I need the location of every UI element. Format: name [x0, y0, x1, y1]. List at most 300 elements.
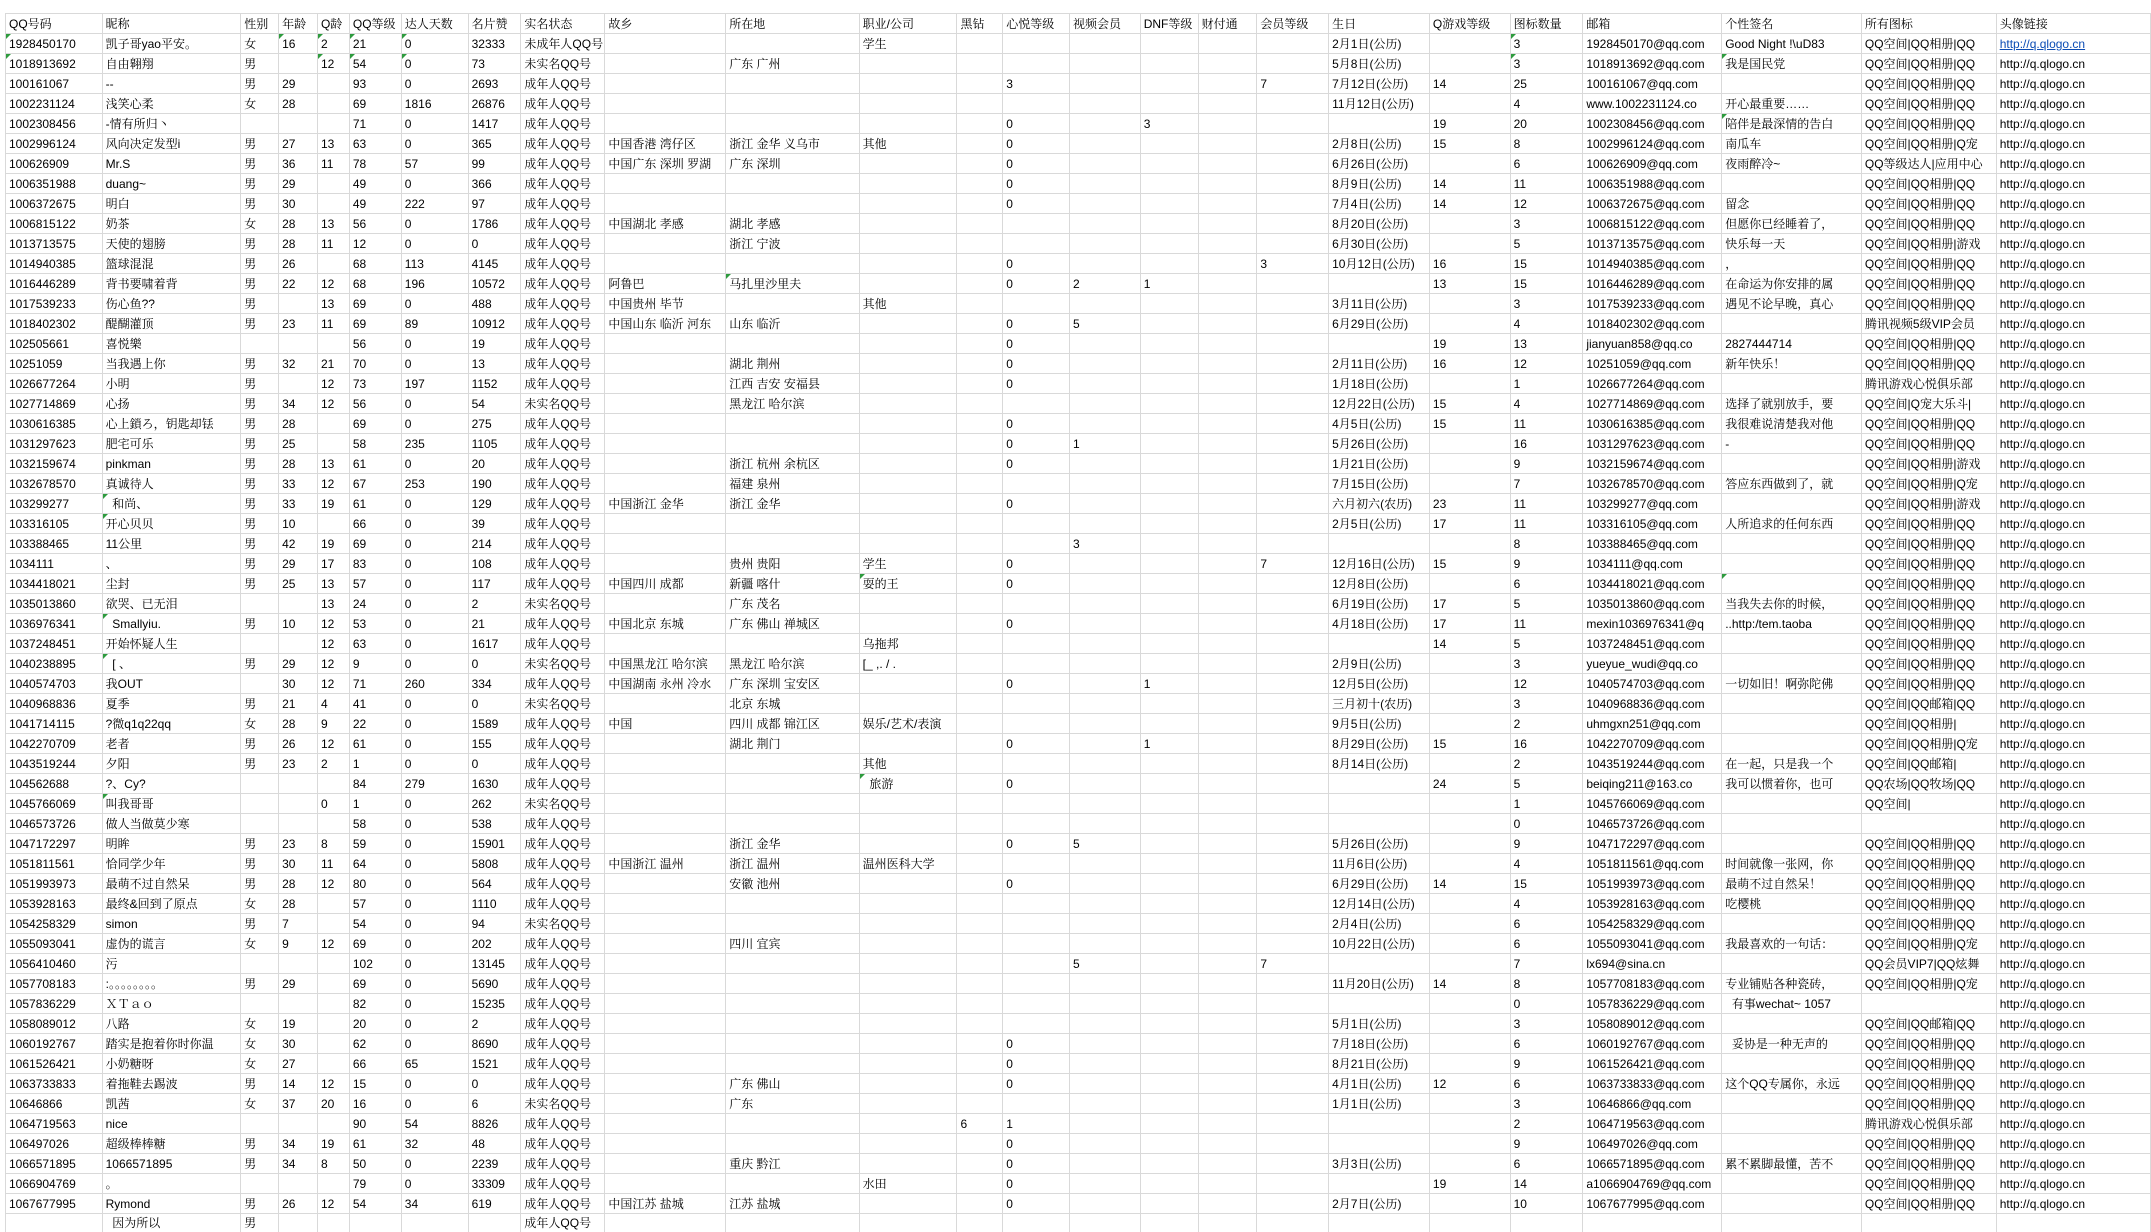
- cell-xinyue_level[interactable]: [1003, 534, 1070, 554]
- cell-qq_number[interactable]: 1040574703: [6, 674, 103, 694]
- cell-email[interactable]: 1006351988@qq.com: [1583, 174, 1722, 194]
- cell-video_vip[interactable]: [1069, 1154, 1140, 1174]
- cell-qq_number[interactable]: 100161067: [6, 74, 103, 94]
- cell-qq_level[interactable]: 58: [349, 814, 401, 834]
- cell-dnf_level[interactable]: [1140, 654, 1198, 674]
- cell-vip_level[interactable]: [1257, 354, 1329, 374]
- cell-gender[interactable]: [241, 814, 279, 834]
- cell-realname_status[interactable]: 成年人QQ号: [521, 334, 605, 354]
- cell-xinyue_level[interactable]: [1003, 594, 1070, 614]
- cell-qq_level[interactable]: 53: [349, 614, 401, 634]
- cell-q_age[interactable]: 11: [317, 234, 349, 254]
- cell-dnf_level[interactable]: [1140, 574, 1198, 594]
- cell-all_icons[interactable]: QQ空间|QQ相册|QQ: [1861, 854, 1996, 874]
- cell-realname_status[interactable]: 未实名QQ号: [521, 654, 605, 674]
- cell-nickname[interactable]: 肥宅可乐: [102, 434, 241, 454]
- cell-realname_status[interactable]: 未实名QQ号: [521, 394, 605, 414]
- cell-location[interactable]: [726, 434, 859, 454]
- cell-icon_count[interactable]: 10: [1510, 1194, 1583, 1214]
- cell-daren_days[interactable]: 0: [401, 814, 468, 834]
- cell-age[interactable]: 29: [279, 974, 318, 994]
- cell-hometown[interactable]: 中国湖北 孝感: [605, 214, 726, 234]
- cell-gender[interactable]: 男: [241, 194, 279, 214]
- cell-vip_level[interactable]: [1257, 974, 1329, 994]
- cell-nickname[interactable]: 尘封: [102, 574, 241, 594]
- cell-icon_count[interactable]: 12: [1510, 194, 1583, 214]
- cell-black_diamond[interactable]: [957, 754, 1003, 774]
- cell-job[interactable]: [859, 274, 957, 294]
- cell-age[interactable]: 25: [279, 574, 318, 594]
- cell-black_diamond[interactable]: [957, 974, 1003, 994]
- cell-gender[interactable]: 男: [241, 414, 279, 434]
- cell-job[interactable]: [859, 994, 957, 1014]
- cell-birthday[interactable]: 2月9日(公历): [1329, 654, 1430, 674]
- cell-card_likes[interactable]: 2239: [468, 1154, 521, 1174]
- cell-card_likes[interactable]: 262: [468, 794, 521, 814]
- cell-xinyue_level[interactable]: 0: [1003, 1054, 1070, 1074]
- cell-caifutong[interactable]: [1198, 1134, 1257, 1154]
- cell-xinyue_level[interactable]: 0: [1003, 114, 1070, 134]
- cell-card_likes[interactable]: 564: [468, 874, 521, 894]
- cell-caifutong[interactable]: [1198, 454, 1257, 474]
- cell-qq_level[interactable]: 83: [349, 554, 401, 574]
- cell-email[interactable]: 1034418021@qq.com: [1583, 574, 1722, 594]
- cell-icon_count[interactable]: 5: [1510, 594, 1583, 614]
- cell-icon_count[interactable]: 15: [1510, 874, 1583, 894]
- cell-location[interactable]: [726, 1214, 859, 1232]
- cell-qq_number[interactable]: 1032159674: [6, 454, 103, 474]
- cell-black_diamond[interactable]: [957, 914, 1003, 934]
- cell-hometown[interactable]: [605, 774, 726, 794]
- cell-dnf_level[interactable]: [1140, 514, 1198, 534]
- cell-birthday[interactable]: [1329, 114, 1430, 134]
- cell-gender[interactable]: [241, 1114, 279, 1134]
- cell-xinyue_level[interactable]: 0: [1003, 174, 1070, 194]
- cell-video_vip[interactable]: [1069, 734, 1140, 754]
- cell-q_game_level[interactable]: [1429, 1114, 1510, 1134]
- cell-email[interactable]: 1032678570@qq.com: [1583, 474, 1722, 494]
- cell-nickname[interactable]: 夕阳: [102, 754, 241, 774]
- cell-job[interactable]: [859, 974, 957, 994]
- cell-birthday[interactable]: 6月30日(公历): [1329, 234, 1430, 254]
- cell-video_vip[interactable]: 1: [1069, 434, 1140, 454]
- cell-caifutong[interactable]: [1198, 1094, 1257, 1114]
- cell-nickname[interactable]: 老者: [102, 734, 241, 754]
- cell-job[interactable]: 学生: [859, 34, 957, 54]
- cell-q_age[interactable]: 12: [317, 674, 349, 694]
- cell-realname_status[interactable]: 成年人QQ号: [521, 934, 605, 954]
- cell-caifutong[interactable]: [1198, 1154, 1257, 1174]
- cell-q_age[interactable]: [317, 894, 349, 914]
- cell-signature[interactable]: [1722, 794, 1862, 814]
- cell-location[interactable]: [726, 34, 859, 54]
- cell-gender[interactable]: 男: [241, 874, 279, 894]
- cell-qq_level[interactable]: 61: [349, 454, 401, 474]
- cell-dnf_level[interactable]: [1140, 874, 1198, 894]
- cell-realname_status[interactable]: 成年人QQ号: [521, 1134, 605, 1154]
- cell-age[interactable]: 27: [279, 1054, 318, 1074]
- cell-signature[interactable]: [1722, 74, 1862, 94]
- cell-q_game_level[interactable]: [1429, 694, 1510, 714]
- cell-signature[interactable]: 夜雨醉冷~: [1722, 154, 1862, 174]
- cell-job[interactable]: [859, 1034, 957, 1054]
- cell-q_game_level[interactable]: [1429, 1094, 1510, 1114]
- cell-birthday[interactable]: [1329, 634, 1430, 654]
- cell-video_vip[interactable]: [1069, 494, 1140, 514]
- cell-realname_status[interactable]: 成年人QQ号: [521, 294, 605, 314]
- cell-card_likes[interactable]: 202: [468, 934, 521, 954]
- cell-icon_count[interactable]: 9: [1510, 834, 1583, 854]
- cell-caifutong[interactable]: [1198, 334, 1257, 354]
- cell-q_game_level[interactable]: [1429, 1054, 1510, 1074]
- cell-xinyue_level[interactable]: [1003, 294, 1070, 314]
- cell-daren_days[interactable]: 0: [401, 494, 468, 514]
- cell-xinyue_level[interactable]: 0: [1003, 354, 1070, 374]
- cell-age[interactable]: [279, 1174, 318, 1194]
- cell-email[interactable]: 1067677995@qq.com: [1583, 1194, 1722, 1214]
- cell-hometown[interactable]: [605, 254, 726, 274]
- cell-dnf_level[interactable]: [1140, 694, 1198, 714]
- cell-xinyue_level[interactable]: 0: [1003, 454, 1070, 474]
- cell-signature[interactable]: [1722, 554, 1862, 574]
- cell-age[interactable]: 37: [279, 1094, 318, 1114]
- cell-signature[interactable]: [1722, 1114, 1862, 1134]
- cell-caifutong[interactable]: [1198, 314, 1257, 334]
- cell-realname_status[interactable]: 成年人QQ号: [521, 174, 605, 194]
- cell-card_likes[interactable]: 0: [468, 754, 521, 774]
- cell-q_game_level[interactable]: [1429, 794, 1510, 814]
- cell-q_game_level[interactable]: 13: [1429, 274, 1510, 294]
- cell-location[interactable]: [726, 1134, 859, 1154]
- cell-job[interactable]: [859, 934, 957, 954]
- cell-daren_days[interactable]: 0: [401, 794, 468, 814]
- cell-avatar_link[interactable]: http://q.qlogo.cn: [1996, 734, 2150, 754]
- cell-dnf_level[interactable]: [1140, 554, 1198, 574]
- cell-realname_status[interactable]: 成年人QQ号: [521, 1174, 605, 1194]
- cell-gender[interactable]: 男: [241, 274, 279, 294]
- cell-nickname[interactable]: 心上鎖ろ，钥匙却铥: [102, 414, 241, 434]
- cell-vip_level[interactable]: [1257, 674, 1329, 694]
- cell-gender[interactable]: 女: [241, 1014, 279, 1034]
- cell-location[interactable]: 山东 临沂: [726, 314, 859, 334]
- col-header-age[interactable]: 年龄: [279, 14, 318, 34]
- cell-daren_days[interactable]: 0: [401, 214, 468, 234]
- cell-email[interactable]: www.1002231124.co: [1583, 94, 1722, 114]
- cell-realname_status[interactable]: 成年人QQ号: [521, 1154, 605, 1174]
- cell-realname_status[interactable]: 未实名QQ号: [521, 794, 605, 814]
- cell-daren_days[interactable]: 197: [401, 374, 468, 394]
- cell-gender[interactable]: 男: [241, 154, 279, 174]
- cell-icon_count[interactable]: 12: [1510, 674, 1583, 694]
- cell-signature[interactable]: 陪伴是最深情的告白: [1722, 114, 1862, 134]
- cell-q_game_level[interactable]: [1429, 654, 1510, 674]
- cell-video_vip[interactable]: 2: [1069, 274, 1140, 294]
- cell-birthday[interactable]: 8月20日(公历): [1329, 214, 1430, 234]
- cell-q_age[interactable]: [317, 1174, 349, 1194]
- cell-hometown[interactable]: [605, 234, 726, 254]
- cell-daren_days[interactable]: 0: [401, 974, 468, 994]
- cell-avatar_link[interactable]: http://q.qlogo.cn: [1996, 654, 2150, 674]
- cell-location[interactable]: [726, 1054, 859, 1074]
- cell-black_diamond[interactable]: [957, 1014, 1003, 1034]
- cell-realname_status[interactable]: 成年人QQ号: [521, 774, 605, 794]
- cell-age[interactable]: 7: [279, 914, 318, 934]
- cell-q_age[interactable]: 11: [317, 314, 349, 334]
- cell-q_age[interactable]: 12: [317, 634, 349, 654]
- cell-birthday[interactable]: 三月初十(农历): [1329, 694, 1430, 714]
- cell-qq_number[interactable]: 104562688: [6, 774, 103, 794]
- cell-q_age[interactable]: 12: [317, 1194, 349, 1214]
- cell-black_diamond[interactable]: [957, 1074, 1003, 1094]
- cell-location[interactable]: 广东 深圳: [726, 154, 859, 174]
- cell-all_icons[interactable]: QQ空间|QQ相册|QQ: [1861, 574, 1996, 594]
- cell-xinyue_level[interactable]: [1003, 934, 1070, 954]
- cell-vip_level[interactable]: [1257, 594, 1329, 614]
- cell-icon_count[interactable]: 3: [1510, 34, 1583, 54]
- cell-email[interactable]: 1057708183@qq.com: [1583, 974, 1722, 994]
- cell-job[interactable]: [859, 334, 957, 354]
- cell-xinyue_level[interactable]: [1003, 974, 1070, 994]
- cell-icon_count[interactable]: 7: [1510, 474, 1583, 494]
- cell-job[interactable]: [859, 1214, 957, 1232]
- cell-vip_level[interactable]: [1257, 514, 1329, 534]
- cell-daren_days[interactable]: 235: [401, 434, 468, 454]
- cell-black_diamond[interactable]: [957, 1094, 1003, 1114]
- cell-xinyue_level[interactable]: 0: [1003, 774, 1070, 794]
- cell-icon_count[interactable]: 3: [1510, 1094, 1583, 1114]
- cell-gender[interactable]: [241, 954, 279, 974]
- cell-email[interactable]: 1042270709@qq.com: [1583, 734, 1722, 754]
- cell-hometown[interactable]: [605, 694, 726, 714]
- cell-caifutong[interactable]: [1198, 514, 1257, 534]
- cell-job[interactable]: [859, 494, 957, 514]
- cell-nickname[interactable]: 开始怀疑人生: [102, 634, 241, 654]
- cell-location[interactable]: 新疆 喀什: [726, 574, 859, 594]
- cell-video_vip[interactable]: [1069, 1134, 1140, 1154]
- cell-caifutong[interactable]: [1198, 194, 1257, 214]
- cell-card_likes[interactable]: 8826: [468, 1114, 521, 1134]
- cell-card_likes[interactable]: 0: [468, 694, 521, 714]
- cell-caifutong[interactable]: [1198, 294, 1257, 314]
- cell-vip_level[interactable]: [1257, 94, 1329, 114]
- cell-icon_count[interactable]: 0: [1510, 994, 1583, 1014]
- cell-birthday[interactable]: 8月14日(公历): [1329, 754, 1430, 774]
- cell-birthday[interactable]: [1329, 1134, 1430, 1154]
- cell-nickname[interactable]: pinkman: [102, 454, 241, 474]
- cell-icon_count[interactable]: 0: [1510, 814, 1583, 834]
- cell-q_age[interactable]: 8: [317, 1154, 349, 1174]
- cell-all_icons[interactable]: [1861, 814, 1996, 834]
- cell-black_diamond[interactable]: 6: [957, 1114, 1003, 1134]
- cell-all_icons[interactable]: QQ空间|QQ相册|QQ: [1861, 654, 1996, 674]
- cell-card_likes[interactable]: 10912: [468, 314, 521, 334]
- cell-avatar_link[interactable]: http://q.qlogo.cn: [1996, 634, 2150, 654]
- cell-gender[interactable]: 男: [241, 754, 279, 774]
- cell-hometown[interactable]: [605, 194, 726, 214]
- cell-icon_count[interactable]: 8: [1510, 974, 1583, 994]
- cell-qq_level[interactable]: 69: [349, 294, 401, 314]
- cell-realname_status[interactable]: 成年人QQ号: [521, 1114, 605, 1134]
- cell-vip_level[interactable]: [1257, 994, 1329, 1014]
- cell-all_icons[interactable]: QQ空间|QQ相册|: [1861, 714, 1996, 734]
- cell-signature[interactable]: [1722, 1214, 1862, 1232]
- cell-qq_level[interactable]: 56: [349, 214, 401, 234]
- cell-location[interactable]: [726, 774, 859, 794]
- cell-caifutong[interactable]: [1198, 634, 1257, 654]
- cell-age[interactable]: [279, 994, 318, 1014]
- cell-job[interactable]: [859, 54, 957, 74]
- cell-realname_status[interactable]: 成年人QQ号: [521, 734, 605, 754]
- cell-age[interactable]: [279, 54, 318, 74]
- cell-qq_number[interactable]: 1013713575: [6, 234, 103, 254]
- cell-daren_days[interactable]: 0: [401, 234, 468, 254]
- cell-daren_days[interactable]: 0: [401, 954, 468, 974]
- cell-xinyue_level[interactable]: [1003, 1014, 1070, 1034]
- cell-hometown[interactable]: 中国贵州 毕节: [605, 294, 726, 314]
- cell-job[interactable]: 温州医科大学: [859, 854, 957, 874]
- cell-nickname[interactable]: 虚伪的谎言: [102, 934, 241, 954]
- cell-q_age[interactable]: 12: [317, 54, 349, 74]
- cell-email[interactable]: 1047172297@qq.com: [1583, 834, 1722, 854]
- cell-hometown[interactable]: [605, 954, 726, 974]
- cell-qq_number[interactable]: 1006372675: [6, 194, 103, 214]
- cell-qq_number[interactable]: 100626909: [6, 154, 103, 174]
- cell-birthday[interactable]: 3月11日(公历): [1329, 294, 1430, 314]
- cell-birthday[interactable]: [1329, 774, 1430, 794]
- cell-nickname[interactable]: 伤心鱼??: [102, 294, 241, 314]
- cell-hometown[interactable]: [605, 634, 726, 654]
- cell-age[interactable]: 29: [279, 174, 318, 194]
- cell-qq_number[interactable]: 1037248451: [6, 634, 103, 654]
- cell-gender[interactable]: 男: [241, 914, 279, 934]
- cell-dnf_level[interactable]: [1140, 354, 1198, 374]
- cell-qq_number[interactable]: 1002996124: [6, 134, 103, 154]
- cell-q_age[interactable]: 9: [317, 714, 349, 734]
- cell-caifutong[interactable]: [1198, 114, 1257, 134]
- cell-q_age[interactable]: [317, 94, 349, 114]
- cell-xinyue_level[interactable]: [1003, 954, 1070, 974]
- cell-icon_count[interactable]: 16: [1510, 734, 1583, 754]
- cell-caifutong[interactable]: [1198, 1014, 1257, 1034]
- cell-dnf_level[interactable]: [1140, 374, 1198, 394]
- cell-black_diamond[interactable]: [957, 594, 1003, 614]
- cell-hometown[interactable]: [605, 594, 726, 614]
- cell-qq_number[interactable]: 1055093041: [6, 934, 103, 954]
- cell-caifutong[interactable]: [1198, 934, 1257, 954]
- cell-q_age[interactable]: [317, 814, 349, 834]
- cell-caifutong[interactable]: [1198, 534, 1257, 554]
- cell-video_vip[interactable]: [1069, 554, 1140, 574]
- cell-daren_days[interactable]: 0: [401, 914, 468, 934]
- cell-hometown[interactable]: [605, 114, 726, 134]
- cell-all_icons[interactable]: QQ空间|QQ相册|QQ: [1861, 354, 1996, 374]
- cell-dnf_level[interactable]: [1140, 1134, 1198, 1154]
- cell-nickname[interactable]: 喜悦樂: [102, 334, 241, 354]
- cell-location[interactable]: [726, 174, 859, 194]
- cell-avatar_link[interactable]: [1996, 1214, 2150, 1232]
- cell-age[interactable]: 28: [279, 454, 318, 474]
- cell-icon_count[interactable]: 2: [1510, 714, 1583, 734]
- cell-qq_number[interactable]: 1040968836: [6, 694, 103, 714]
- cell-email[interactable]: lx694@sina.cn: [1583, 954, 1722, 974]
- cell-all_icons[interactable]: QQ空间|QQ相册|QQ: [1861, 274, 1996, 294]
- cell-location[interactable]: 广东 佛山: [726, 1074, 859, 1094]
- cell-q_game_level[interactable]: 19: [1429, 334, 1510, 354]
- cell-nickname[interactable]: 超级棒棒糖: [102, 1134, 241, 1154]
- cell-all_icons[interactable]: QQ空间|QQ相册|QQ: [1861, 254, 1996, 274]
- col-header-location[interactable]: 所在地: [726, 14, 859, 34]
- cell-location[interactable]: [726, 634, 859, 654]
- cell-signature[interactable]: 有事wechat~ 1057: [1722, 994, 1862, 1014]
- cell-gender[interactable]: [241, 594, 279, 614]
- cell-age[interactable]: 33: [279, 474, 318, 494]
- cell-birthday[interactable]: [1329, 334, 1430, 354]
- cell-vip_level[interactable]: [1257, 1174, 1329, 1194]
- cell-qq_number[interactable]: 1056410460: [6, 954, 103, 974]
- cell-black_diamond[interactable]: [957, 834, 1003, 854]
- cell-xinyue_level[interactable]: 0: [1003, 414, 1070, 434]
- cell-all_icons[interactable]: QQ空间|QQ相册|QQ: [1861, 914, 1996, 934]
- cell-qq_level[interactable]: 12: [349, 234, 401, 254]
- col-header-q_game_level[interactable]: Q游戏等级: [1429, 14, 1510, 34]
- cell-nickname[interactable]: 风向决定发型i: [102, 134, 241, 154]
- cell-avatar_link[interactable]: http://q.qlogo.cn: [1996, 434, 2150, 454]
- cell-black_diamond[interactable]: [957, 74, 1003, 94]
- cell-caifutong[interactable]: [1198, 74, 1257, 94]
- cell-all_icons[interactable]: QQ空间|: [1861, 794, 1996, 814]
- cell-xinyue_level[interactable]: 0: [1003, 1174, 1070, 1194]
- cell-q_game_level[interactable]: [1429, 1134, 1510, 1154]
- cell-hometown[interactable]: [605, 74, 726, 94]
- cell-job[interactable]: 旅游: [859, 774, 957, 794]
- cell-daren_days[interactable]: 0: [401, 834, 468, 854]
- cell-icon_count[interactable]: 3: [1510, 294, 1583, 314]
- cell-qq_number[interactable]: 1040238895: [6, 654, 103, 674]
- cell-daren_days[interactable]: 279: [401, 774, 468, 794]
- cell-card_likes[interactable]: 32333: [468, 34, 521, 54]
- cell-caifutong[interactable]: [1198, 154, 1257, 174]
- cell-realname_status[interactable]: 成年人QQ号: [521, 194, 605, 214]
- cell-q_age[interactable]: 19: [317, 1134, 349, 1154]
- cell-xinyue_level[interactable]: [1003, 914, 1070, 934]
- cell-birthday[interactable]: [1329, 994, 1430, 1014]
- cell-dnf_level[interactable]: [1140, 294, 1198, 314]
- cell-video_vip[interactable]: [1069, 134, 1140, 154]
- cell-avatar_link[interactable]: http://q.qlogo.cn: [1996, 934, 2150, 954]
- cell-gender[interactable]: 男: [241, 134, 279, 154]
- cell-gender[interactable]: [241, 674, 279, 694]
- cell-avatar_link[interactable]: http://q.qlogo.cn: [1996, 114, 2150, 134]
- cell-gender[interactable]: 女: [241, 214, 279, 234]
- cell-avatar_link[interactable]: http://q.qlogo.cn: [1996, 754, 2150, 774]
- cell-qq_level[interactable]: 54: [349, 54, 401, 74]
- cell-dnf_level[interactable]: [1140, 494, 1198, 514]
- cell-location[interactable]: [726, 534, 859, 554]
- cell-qq_number[interactable]: 1018402302: [6, 314, 103, 334]
- cell-video_vip[interactable]: [1069, 394, 1140, 414]
- cell-signature[interactable]: [1722, 694, 1862, 714]
- cell-location[interactable]: 湖北 荆州: [726, 354, 859, 374]
- cell-avatar_link[interactable]: http://q.qlogo.cn: [1996, 494, 2150, 514]
- cell-q_game_level[interactable]: [1429, 374, 1510, 394]
- cell-birthday[interactable]: 2月8日(公历): [1329, 134, 1430, 154]
- cell-qq_level[interactable]: 69: [349, 314, 401, 334]
- cell-gender[interactable]: [241, 774, 279, 794]
- cell-dnf_level[interactable]: [1140, 1194, 1198, 1214]
- cell-caifutong[interactable]: [1198, 594, 1257, 614]
- cell-all_icons[interactable]: QQ空间|QQ邮箱|: [1861, 754, 1996, 774]
- cell-age[interactable]: 28: [279, 414, 318, 434]
